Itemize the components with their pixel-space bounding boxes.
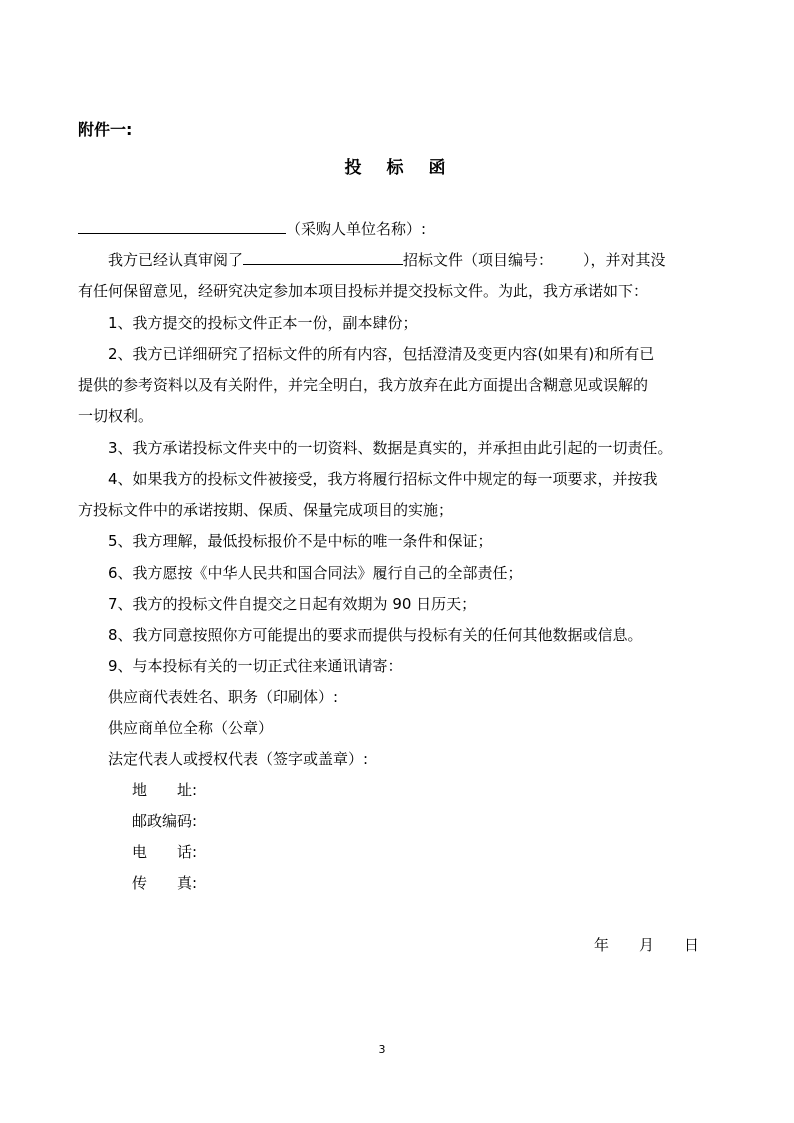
field-legal-rep: 法定代表人或授权代表（签字或盖章）: (108, 750, 369, 768)
document-title: 投 标 函 (344, 158, 450, 178)
item-2-line-3: 一切权利。 (78, 407, 154, 425)
item-2-line-2: 提供的参考资料以及有关附件，并完全明白，我方放弃在此方面提出含糊意见或误解的 (78, 376, 649, 394)
item-6: 6、我方愿按《中华人民共和国合同法》履行自己的全部责任； (108, 564, 523, 582)
item-5: 5、我方理解，最低投标报价不是中标的唯一条件和保证； (108, 532, 493, 550)
field-address: 地 址: (132, 781, 198, 799)
date-line: 年 月 日 (594, 936, 700, 954)
intro-line-1 (108, 249, 666, 270)
tender-doc-blank[interactable] (243, 249, 403, 265)
intro-part3: ），并对其没 (583, 251, 666, 269)
item-9: 9、与本投标有关的一切正式往来通讯请寄： (108, 657, 403, 675)
item-4-line-2: 方投标文件中的承诺按期、保质、保量完成项目的实施； (78, 501, 454, 519)
field-fax: 传 真: (132, 874, 198, 892)
intro-part1: 我方已经认真审阅了 (108, 251, 244, 269)
purchaser-name-blank[interactable] (78, 218, 286, 234)
field-unit-name: 供应商单位全称（公章） (108, 719, 274, 737)
attachment-label: 附件一: (78, 120, 133, 139)
field-postcode: 邮政编码: (132, 812, 198, 830)
item-8: 8、我方同意按照你方可能提出的要求而提供与投标有关的任何其他数据或信息。 (108, 626, 643, 644)
addressee-suffix: （采购人单位名称）: (286, 220, 427, 238)
addressee-line (78, 218, 426, 239)
field-rep-name: 供应商代表姓名、职务（印刷体）: (108, 688, 339, 706)
intro-part2: 招标文件（项目编号： (403, 251, 554, 269)
intro-line-2: 有任何保留意见，经研究决定参加本项目投标并提交投标文件。为此，我方承诺如下： (78, 282, 649, 300)
item-4-line-1: 4、如果我方的投标文件被接受，我方将履行招标文件中规定的每一项要求，并按我 (108, 470, 658, 488)
item-3: 3、我方承诺投标文件夹中的一切资料、数据是真实的，并承担由此引起的一切责任。 (108, 439, 673, 457)
item-7: 7、我方的投标文件自提交之日起有效期为 90 日历天； (108, 595, 477, 613)
item-2-line-1: 2、我方已详细研究了招标文件的所有内容，包括澄清及变更内容(如果有)和所有已 (108, 345, 655, 363)
item-1: 1、我方提交的投标文件正本一份，副本肆份； (108, 314, 418, 332)
field-phone: 电 话: (132, 843, 198, 861)
page-number: 3 (378, 1043, 386, 1056)
